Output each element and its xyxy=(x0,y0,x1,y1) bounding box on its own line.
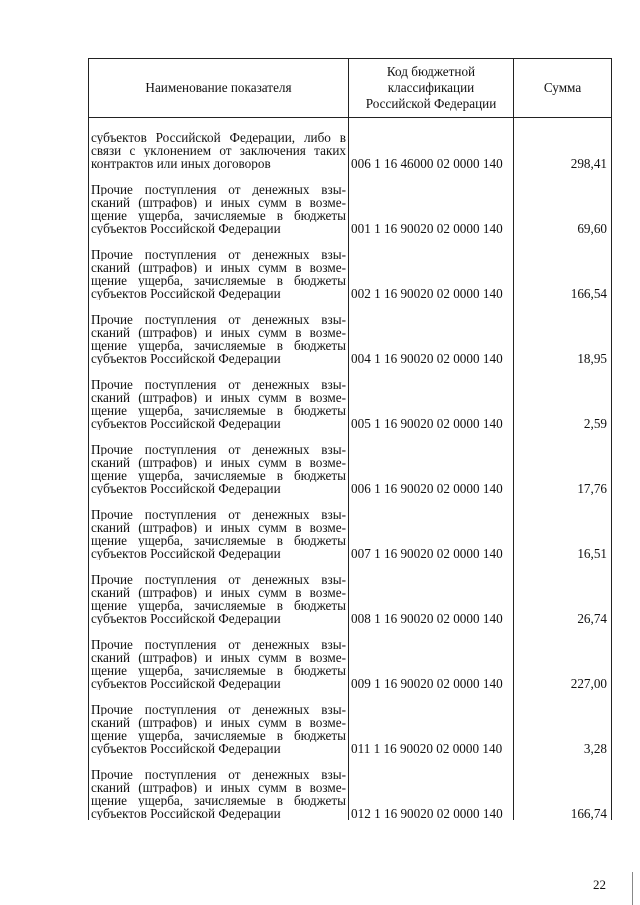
indicator-name-cell xyxy=(89,235,349,300)
indicator-name-line: Прочие поступления от денежных взы- xyxy=(91,638,346,651)
table-row xyxy=(89,430,612,495)
indicator-name-line: щение ущерба, зачисляемые в бюджеты xyxy=(91,339,346,352)
table-row xyxy=(89,365,612,430)
indicator-name-line: субъектов Российской Федерации xyxy=(91,482,281,495)
indicator-name-cell xyxy=(89,755,349,820)
budget-code-cell: 001 1 16 90020 02 0000 140 xyxy=(349,170,514,235)
indicator-name-line: сканий (штрафов) и иных сумм в возме- xyxy=(91,196,346,209)
table-row xyxy=(89,495,612,560)
sum-cell: 2,59 xyxy=(514,365,612,430)
table-row xyxy=(89,235,612,300)
sum-cell: 298,41 xyxy=(514,118,612,171)
indicator-name-line: щение ущерба, зачисляемые в бюджеты xyxy=(91,274,346,287)
indicator-name-line: сканий (штрафов) и иных сумм в возме- xyxy=(91,651,346,664)
indicator-name-line: щение ущерба, зачисляемые в бюджеты xyxy=(91,794,346,807)
indicator-name-line: субъектов Российской Федерации xyxy=(91,417,281,430)
budget-code-cell: 004 1 16 90020 02 0000 140 xyxy=(349,300,514,365)
indicator-name-cell xyxy=(89,560,349,625)
indicator-name-line: щение ущерба, зачисляемые в бюджеты xyxy=(91,209,346,222)
indicator-name-line: щение ущерба, зачисляемые в бюджеты xyxy=(91,534,346,547)
header-sum: Сумма xyxy=(514,59,612,118)
sum-cell: 166,54 xyxy=(514,235,612,300)
indicator-name-line: щение ущерба, зачисляемые в бюджеты xyxy=(91,729,346,742)
indicator-name-line: контрактов или иных договоров xyxy=(91,157,271,170)
table-row xyxy=(89,300,612,365)
header-code-line: Код бюджетной xyxy=(386,64,476,79)
indicator-name-line: субъектов Российской Федерации xyxy=(91,352,281,365)
indicator-name-line: щение ущерба, зачисляемые в бюджеты xyxy=(91,664,346,677)
budget-code-cell: 009 1 16 90020 02 0000 140 xyxy=(349,625,514,690)
indicator-name-line: сканий (штрафов) и иных сумм в возме- xyxy=(91,586,346,599)
header-code-line: Российской Федерации xyxy=(365,96,497,111)
indicator-name-line: щение ущерба, зачисляемые в бюджеты xyxy=(91,599,346,612)
indicator-name-line: Прочие поступления от денежных взы- xyxy=(91,378,346,391)
sum-cell: 26,74 xyxy=(514,560,612,625)
indicator-name-line: субъектов Российской Федерации xyxy=(91,547,281,560)
table-row xyxy=(89,118,612,171)
indicator-name-line: Прочие поступления от денежных взы- xyxy=(91,313,346,326)
header-code-line: классификации xyxy=(387,80,475,95)
indicator-name-line: субъектов Российской Федерации, либо в xyxy=(91,131,346,144)
budget-code-cell: 006 1 16 46000 02 0000 140 xyxy=(349,118,514,171)
indicator-name-line: щение ущерба, зачисляемые в бюджеты xyxy=(91,404,346,417)
indicator-name-line: сканий (штрафов) и иных сумм в возме- xyxy=(91,326,346,339)
indicator-name-line: субъектов Российской Федерации xyxy=(91,807,281,820)
sum-cell: 18,95 xyxy=(514,300,612,365)
table-body xyxy=(89,118,612,821)
indicator-name-line: Прочие поступления от денежных взы- xyxy=(91,703,346,716)
sum-cell: 166,74 xyxy=(514,755,612,820)
table-row xyxy=(89,690,612,755)
indicator-name-line: Прочие поступления от денежных взы- xyxy=(91,573,346,586)
table-row xyxy=(89,560,612,625)
indicator-name-line: субъектов Российской Федерации xyxy=(91,612,281,625)
indicator-name-line: сканий (штрафов) и иных сумм в возме- xyxy=(91,456,346,469)
indicator-name-line: щение ущерба, зачисляемые в бюджеты xyxy=(91,469,346,482)
indicator-name-line: субъектов Российской Федерации xyxy=(91,742,281,755)
indicator-name-cell xyxy=(89,495,349,560)
budget-code-cell: 012 1 16 90020 02 0000 140 xyxy=(349,755,514,820)
indicator-name-cell xyxy=(89,430,349,495)
indicator-name-line: Прочие поступления от денежных взы- xyxy=(91,508,346,521)
indicator-name-line: Прочие поступления от денежных взы- xyxy=(91,443,346,456)
indicator-name-line: Прочие поступления от денежных взы- xyxy=(91,248,346,261)
indicator-name-cell xyxy=(89,300,349,365)
table-header-row xyxy=(89,59,612,118)
budget-code-cell: 007 1 16 90020 02 0000 140 xyxy=(349,495,514,560)
page-number: 22 xyxy=(593,877,606,892)
indicator-name-line: сканий (штрафов) и иных сумм в возме- xyxy=(91,391,346,404)
budget-code-cell: 002 1 16 90020 02 0000 140 xyxy=(349,235,514,300)
indicator-name-line: субъектов Российской Федерации xyxy=(91,222,281,235)
indicator-name-line: Прочие поступления от денежных взы- xyxy=(91,768,346,781)
indicator-name-line: связи с уклонением от заключения таких xyxy=(91,144,346,157)
indicator-name-cell xyxy=(89,625,349,690)
indicator-name-line: сканий (штрафов) и иных сумм в возме- xyxy=(91,716,346,729)
budget-table xyxy=(88,58,612,820)
margin-line xyxy=(632,872,633,905)
indicator-name-cell xyxy=(89,365,349,430)
sum-cell: 69,60 xyxy=(514,170,612,235)
budget-code-cell: 011 1 16 90020 02 0000 140 xyxy=(349,690,514,755)
indicator-name-line: сканий (штрафов) и иных сумм в возме- xyxy=(91,261,346,274)
table-row xyxy=(89,170,612,235)
indicator-name-line: субъектов Российской Федерации xyxy=(91,677,281,690)
indicator-name-cell xyxy=(89,170,349,235)
indicator-name-cell xyxy=(89,118,349,171)
table-row xyxy=(89,625,612,690)
sum-cell: 227,00 xyxy=(514,625,612,690)
indicator-name-line: сканий (штрафов) и иных сумм в возме- xyxy=(91,781,346,794)
header-name: Наименование показателя xyxy=(89,59,349,118)
budget-code-cell: 005 1 16 90020 02 0000 140 xyxy=(349,365,514,430)
table-row xyxy=(89,755,612,820)
indicator-name-line: Прочие поступления от денежных взы- xyxy=(91,183,346,196)
header-code xyxy=(349,59,514,118)
sum-cell: 3,28 xyxy=(514,690,612,755)
indicator-name-line: сканий (штрафов) и иных сумм в возме- xyxy=(91,521,346,534)
indicator-name-cell xyxy=(89,690,349,755)
budget-code-cell: 008 1 16 90020 02 0000 140 xyxy=(349,560,514,625)
indicator-name-line: субъектов Российской Федерации xyxy=(91,287,281,300)
sum-cell: 16,51 xyxy=(514,495,612,560)
sum-cell: 17,76 xyxy=(514,430,612,495)
budget-code-cell: 006 1 16 90020 02 0000 140 xyxy=(349,430,514,495)
